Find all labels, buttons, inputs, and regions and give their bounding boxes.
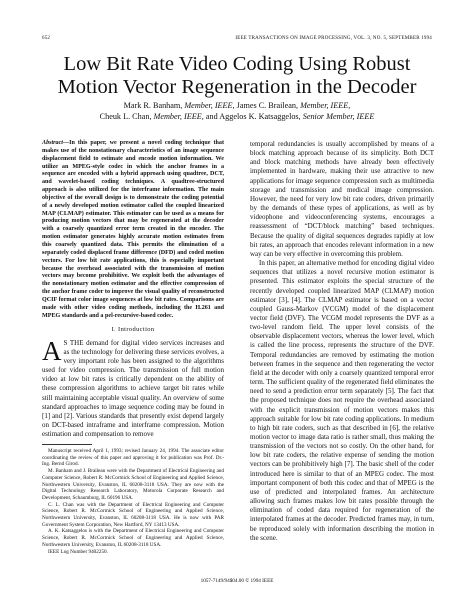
intro-paragraph [42,336,224,439]
page-number: 652 [42,36,51,41]
intro-text: S THE demand for digital video services increases and as the technology for delivering these services evolves, a very important role has been assigned to the algorithms used for video compression. The transmission of full motion video at low bit rates is critically dependent on the ability of these compression algorithms to achieve target bit rates while still maintaining acceptable visual quality. An overview of some standard approaches to image sequence coding may be found in [1] and [2]. Various standards that presently exist depend largely on DCT-based intraframe and interframe compression. Motion estimation and compensation to remove [42,339,224,438]
footnote: IEEE Log Number 9402250. [48,548,108,555]
title-line-1: Low Bit Rate Video Coding Using Robust [63,53,411,75]
copyright-footer: 1057-7149/94$04.00 © 1994 IEEE [200,578,274,584]
footnote: C. L. Chan was with the Department of Electrical Engineering and Computer Science, Robert R. McCormick School of Engineering and Applied Science, Northwestern University, Evanston, IL 60208-3118 USA. He is now with PAR Government System Corporation, New Hartford, NY 13413 USA. [42,501,224,528]
paper-title [0,53,474,99]
title-line-2: Motion Vector Regeneration in the Decoder [57,76,417,98]
footnote: A. K. Katsaggelos is with the Department of Electrical Engineering and Computer Science, Robert R. McCormick School of Engineering and Applied Science, Northwestern University, Evanston, IL 60208-3118 USA. [42,528,224,548]
author-name: Mark R. Banham, [123,101,183,110]
drop-cap: A [42,336,62,366]
body-paragraph: In this paper, an alternative method for encoding digital video sequences that utilizes a novel recursive motion estimator is presented. This estimator exploits the special structure of the recently developed coupled linearized MAP (CLMAP) motion estimator [3], [4]. The CLMAP estimator is based on a vector coupled Gauss-Markov (VCGM) model of the displacement vector field (DVF). The VCGM model represents the DVF as a two-level random field. The upper level consists of the observable displacement vectors, whereas the lower level, which is called the line process, represents the structure of the DVF. Temporal redundancies are removed by estimating the motion between frames in the sequence and then regenerating the vector field at the decoder with only a coarsely quantized temporal error term. The sufficient quality of the regenerated field eliminates the need to send a prediction error term separately [5]. The fact that the proposed technique does not require the overhead associated with the explicit transmission of motion vectors makes this approach suitable for low bit rate coding applications. In medium to high bit rate coders, such as that described in [6], the relative motion vector to image data ratio is rather small, thus making the transmission of the vectors not so costly. On the other hand, for low bit rate coders, the relative expense of sending the motion vectors can be prohibitively high [7]. The basic shell of the coder introduced here is similar to that of an MPEG codec. The most important component of both this codec and that of MPEG is the use of predicted and interpolated frames. An architecture allowing such frames makes low bit rates possible through the elimination of coded data required for regeneration of the interpolated frames at the decoder. Predicted frames may, in turn, be reproduced solely with information describing the motion in the scene. [250,259,435,542]
running-head: IEEE TRANSACTIONS ON IMAGE PROCESSING, VOL. 3, NO. 5, SEPTEMBER 1994 [235,36,432,41]
footnotes [42,448,224,555]
author-line-2 [0,111,474,122]
right-column [250,140,434,543]
author-role: Member, IEEE, [184,101,235,110]
footnote: Manuscript received April 1, 1993; revised January 24, 1994. The associate editor coordinating the review of this paper and approving it for publication was Prof. Dr.-Ing. Bernd Girod. [42,448,224,468]
abstract-text: In this paper, we present a novel coding technique that makes use of the nonstationary characteristics of an image sequence displacement field to estimate and encode motion information. We utilize an MPEG-style codec in which the anchor frames in a sequence are encoded with a hybrid approach using quadtree, DCT, and wavelet-based coding techniques. A quadtree-structured approach is also utilized for the interframe information. The main objective of the overall design is to demonstrate the coding potential of a newly developed motion estimator called the coupled linearized MAP (CLMAP) estimator. This estimator can be used as a means for producing motion vectors that may be regenerated at the decoder with a coarsely quantized error term created in the encoder. The motion estimator generates highly accurate motion estimates from this coarsely quantized data. This permits the elimination of a separately coded displaced frame difference (DFD) and coded motion vectors. For low bit rate applications, this is especially important because the overhead associated with the transmission of motion vectors may become prohibitive. We exploit both the advantages of the nonstationary motion estimator and the effective compression of the anchor frame coder to improve the visual quality of reconstructed QCIF format color image sequences at low bit rates. Comparisons are made with other video coding methods, including the H.261 and MPEG standards and a pel-recursive-based codec. [42,140,224,319]
footnote: M. Banham and J. Brailean were with the Department of Electrical Engineering and Computer Science, Robert R. McCormick School of Engineering and Applied Science, Northwestern University, Evanston, IL 60208-3118 USA. They are now with the Digital Technology Research Laboratory, Motorola Corporate Research and Development, Schaumburg, IL 60196 USA. [42,468,224,501]
author-role: Member, IEEE, [153,112,204,121]
section-heading: I. Introduction [111,326,155,334]
author-name: James C. Brailean, [236,101,299,110]
author-list [0,100,474,122]
author-name: Cheuk L. Chan, [99,112,152,121]
footnote-rule [42,444,92,445]
author-name: and Aggelos K. Katsaggelos, [205,112,301,121]
running-header [42,36,432,44]
left-column [42,140,224,555]
body-paragraph: temporal redundancies is usually accomplished by means of a block matching approach because of its simplicity. Both DCT and block matching methods have already been effectively implemented in hardware, making their use attractive to new applications for image sequence compression such as multimedia storage and transmission and medical image compression. However, the need for very low bit rate coders, driven primarily by the demands of these types of applications, as well as by videophone and videoconferencing systems, encourages a reassessment of “DCT/block matching” based techniques. Because the quality of digital sequences degrades rapidly at low bit rates, an approach that encodes relevant information in a new way can be very effective in overcoming this problem. [250,140,434,258]
author-line-1 [0,100,474,111]
author-role: Member, IEEE, [300,101,351,110]
author-role: Senior Member, IEEE [302,112,375,121]
abstract-label: Abstract— [42,140,70,146]
abstract [42,140,224,320]
